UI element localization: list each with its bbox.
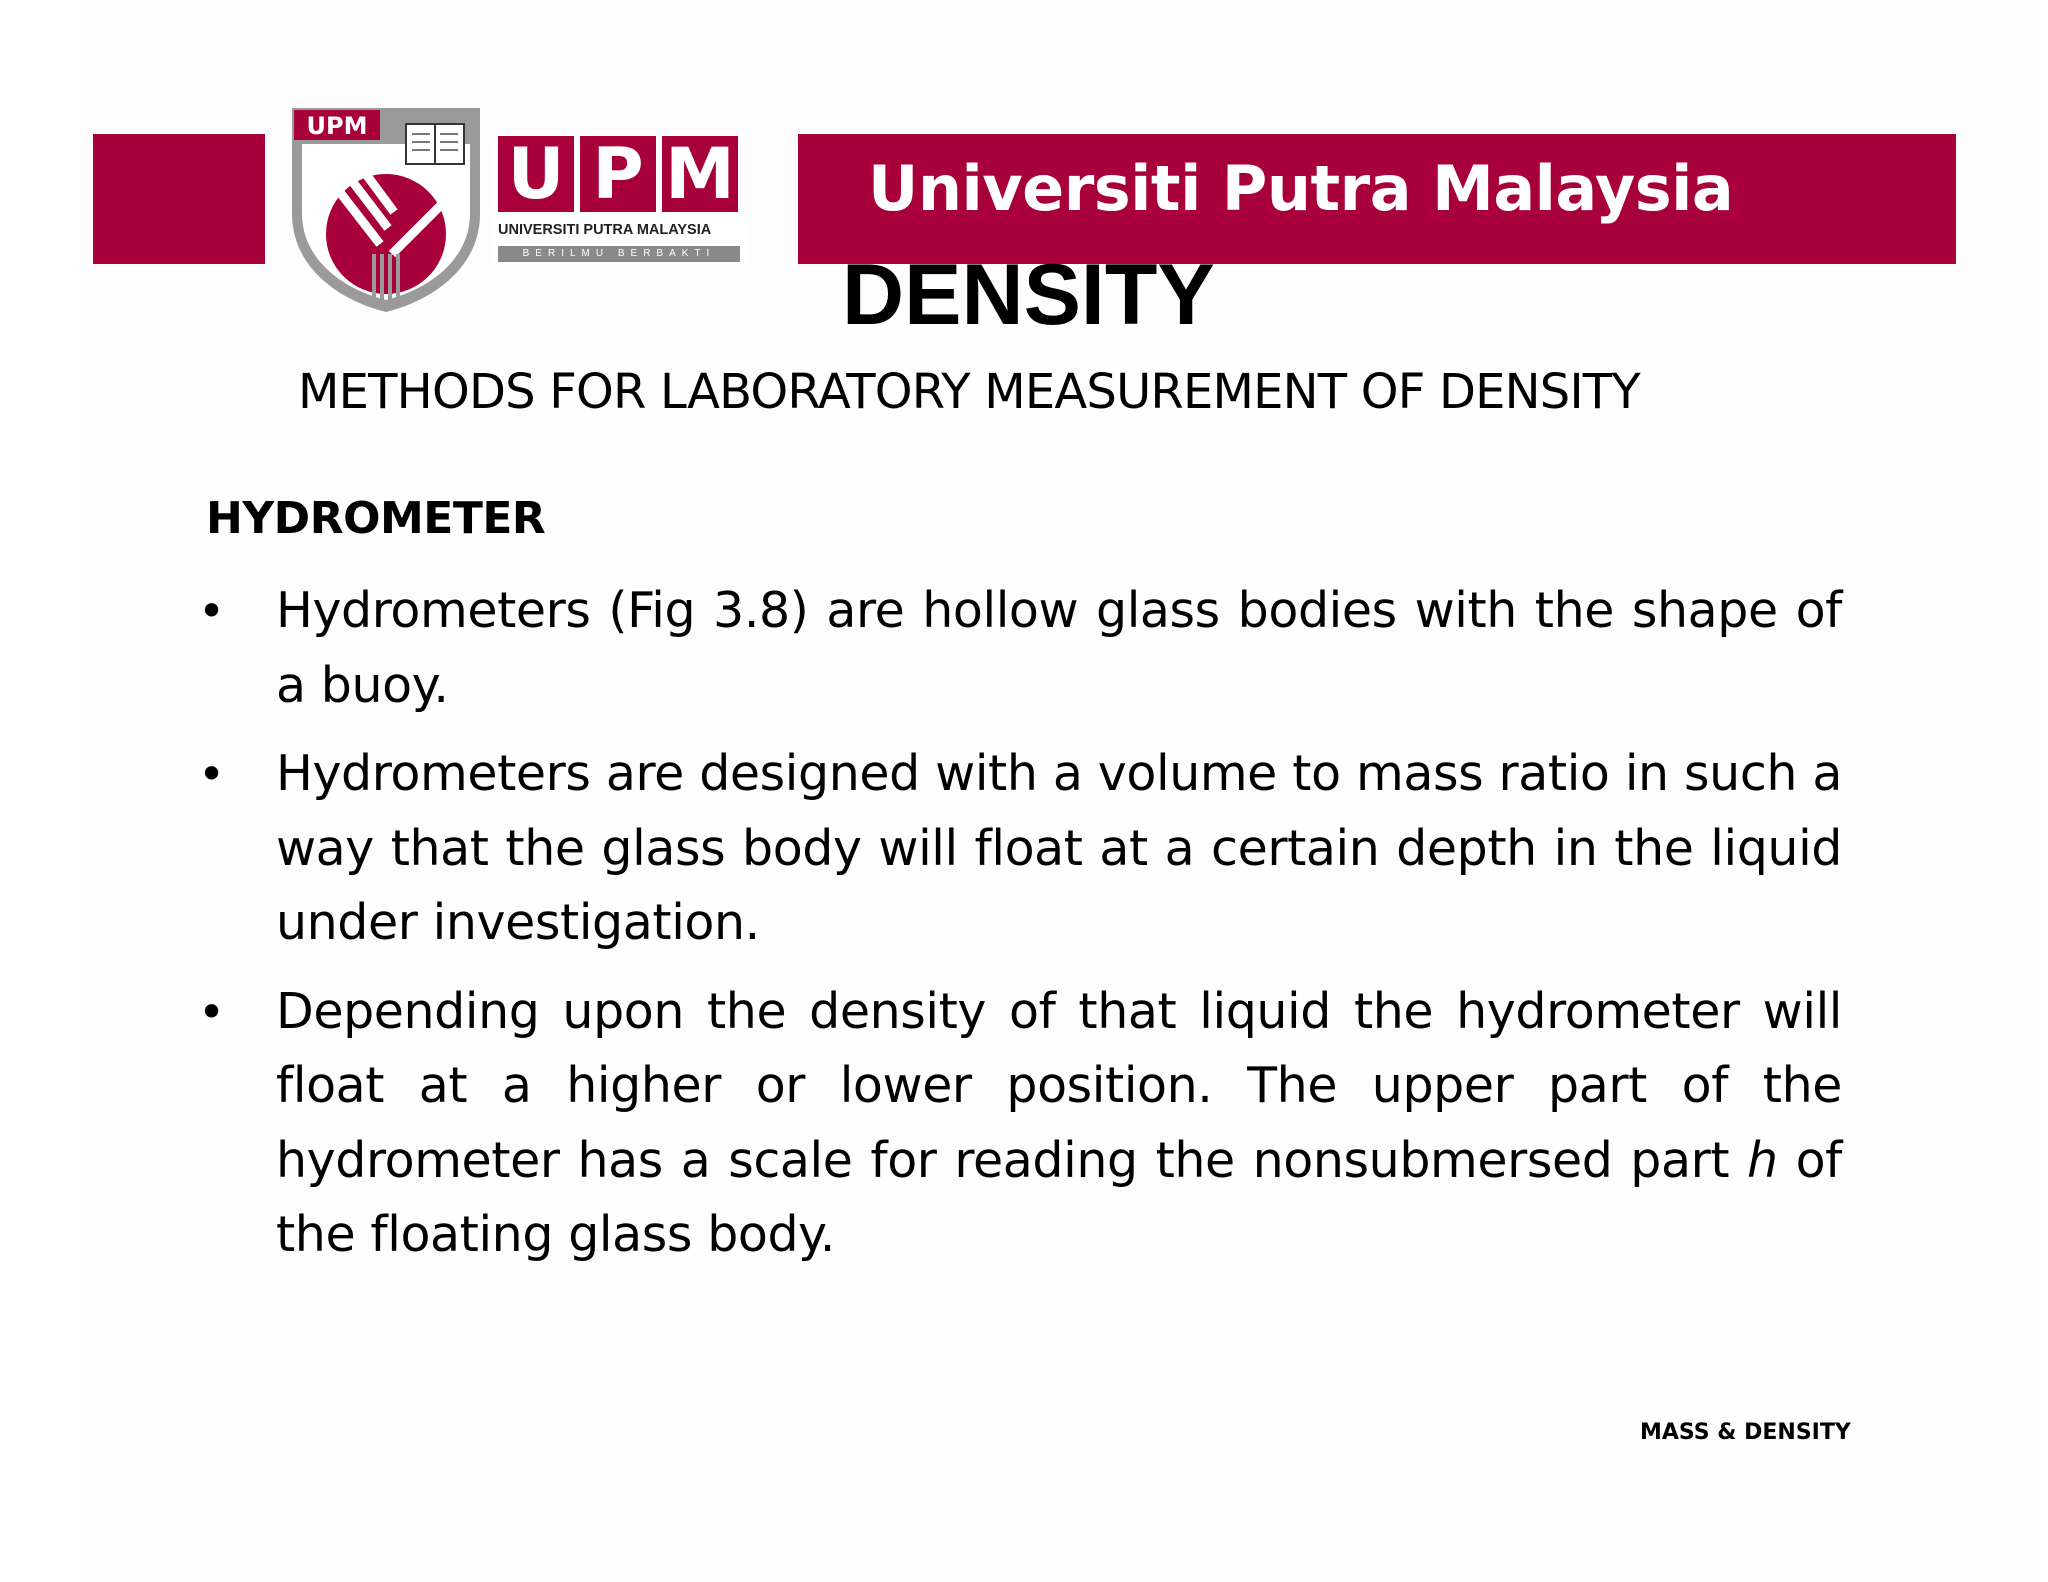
- wordmark-letters: [498, 133, 738, 215]
- bullet-item: [198, 975, 1842, 1273]
- wordmark-letter-u: U: [498, 136, 574, 212]
- book-icon: [406, 124, 464, 164]
- bullet-list: [198, 574, 1842, 1287]
- upm-wordmark: [494, 134, 746, 268]
- bullet-icon: •: [198, 747, 225, 801]
- wordmark-letter-m: M: [662, 136, 738, 212]
- section-heading: HYDROMETER: [206, 493, 546, 544]
- bullet-text: Hydrometers (Fig 3.8) are hollow glass bodies with the shape of a buoy.: [276, 582, 1842, 714]
- wordmark-letter-p: P: [580, 136, 656, 212]
- header-band-right: [798, 134, 1956, 264]
- slide-footer: MASS & DENSITY: [1640, 1420, 1851, 1445]
- bullet-text-end: of the floating glass body.: [276, 1131, 1842, 1263]
- crest-label: [307, 112, 368, 140]
- variable-h: h: [1747, 1131, 1778, 1189]
- header-band-left: [93, 134, 265, 264]
- bullet-text: [276, 975, 1842, 1273]
- svg-text:UPM: UPM: [306, 112, 368, 140]
- bullet-text-start: Depending upon the density of that liquid the hydrometer will float at a higher or lower position. The upper part of the hydrometer has a scale for reading the nonsubmersed part: [276, 982, 1842, 1189]
- bullet-item: [198, 574, 1842, 723]
- upm-crest-logo: [288, 104, 484, 316]
- wordmark-motto: BERILMU BERBAKTI: [498, 246, 740, 262]
- bullet-icon: •: [198, 584, 225, 638]
- wordmark-name: UNIVERSITI PUTRA MALAYSIA: [498, 222, 712, 238]
- slide-title: DENSITY: [842, 247, 1215, 343]
- bullet-text: Hydrometers are designed with a volume to mass ratio in such a way that the glass body will float at a certain depth in the liquid under investigation.: [276, 745, 1842, 951]
- bullet-item: [198, 737, 1842, 961]
- slide-subtitle: METHODS FOR LABORATORY MEASUREMENT OF DENSITY: [298, 364, 1640, 420]
- university-banner-title: Universiti Putra Malaysia: [868, 152, 1734, 225]
- bullet-icon: •: [198, 984, 225, 1039]
